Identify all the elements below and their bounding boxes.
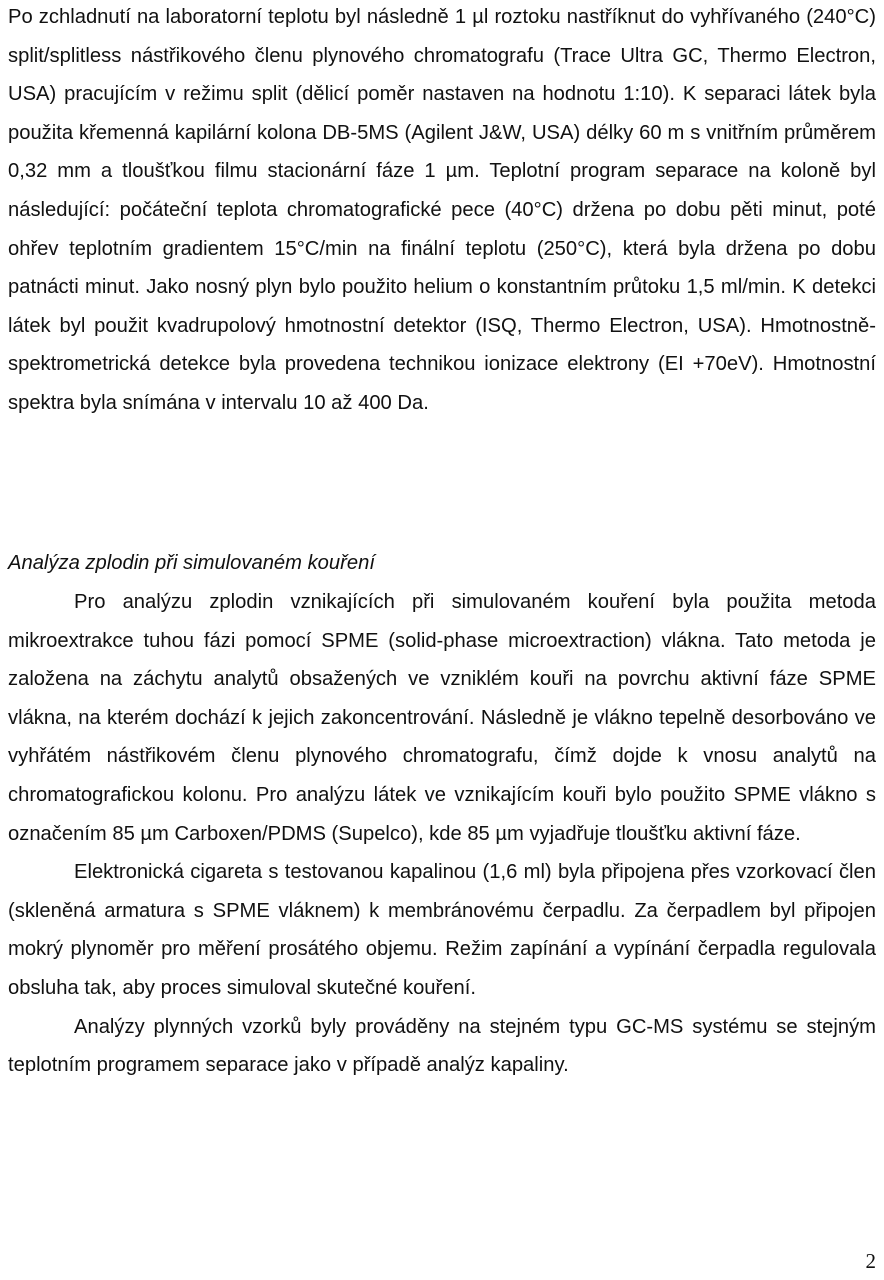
paragraph-gas-samples: Analýzy plynných vzorků byly prováděny na stejném typu GC-MS systému se stejným teplotním programem separace jako v případě analýz kapaliny. [8,1015,876,1077]
paragraph-e-cigarette-setup: Elektronická cigareta s testovanou kapalinou (1,6 ml) byla připojena přes vzorkovací člen (skleněná armatura s SPME vláknem) k membránovému čerpadlu. Za čerpadlem byl připojen mokrý plynoměr pro měření prosátého objemu. Režim zapínání a vypínání čerpadla regulovala obsluha tak, aby proces simuloval skutečné kouření. [8,861,876,999]
page-number: 2 [865,1249,876,1273]
section-heading: Analýza zplodin při simulovaném kouření [8,552,375,574]
paragraph-gc-ms-method [8,0,876,423]
paragraph-text: Po zchladnutí na laboratorní teplotu byl následně 1 µl roztoku nastříknut do vyhřívaného (240°C) split/splitless nástřikového členu plynového chromatografu (Trace Ultra GC, Thermo Electron, USA) pracujícím v režimu split (dělicí poměr nastaven na hodnotu 1:10). K separaci látek byla použita křemenná kapilární kolona DB-5MS (Agilent J&W, USA) délky 60 m s vnitřním průměrem 0,32 mm a tloušťkou filmu stacionární fáze 1 µm. Teplotní program separace na koloně byl následující: počáteční teplota chromatografické pece (40°C) držena po dobu pěti minut, poté ohřev teplotním gradientem 15°C/min na finální teplotu (250°C), která byla držena po dobu patnácti minut. Jako nosný plyn bylo použito helium o konstantním průtoku 1,5 ml/min. K detekci látek byl použit kvadrupolový hmotnostní detektor (ISQ, Thermo Electron, USA). Hmotnostně-spektrometrická detekce byla provedena technikou ionizace elektrony (EI +70eV). Hmotnostní spektra byla snímána v intervalu 10 až 400 Da. [8,6,876,414]
paragraph-spme: Pro analýzu zplodin vznikajících při simulovaném kouření byla použita metoda mikroextrakce tuhou fázi pomocí SPME (solid-phase microextraction) vlákna. Tato metoda je založena na záchytu analytů obsažených ve vzniklém kouři na povrchu aktivní fáze SPME vlákna, na kterém dochází k jejich zakoncentrování. Následně je vlákno tepelně desorbováno ve vyhřátém nástřikovém členu plynového chromatografu, čímž dojde k vnosu analytů na chromatografickou kolonu. Pro analýzu látek ve vznikajícím kouři bylo použito SPME vlákno s označením 85 µm Carboxen/PDMS (Supelco), kde 85 µm vyjadřuje tloušťku aktivní fáze. [8,591,876,845]
section-body [8,583,876,1085]
